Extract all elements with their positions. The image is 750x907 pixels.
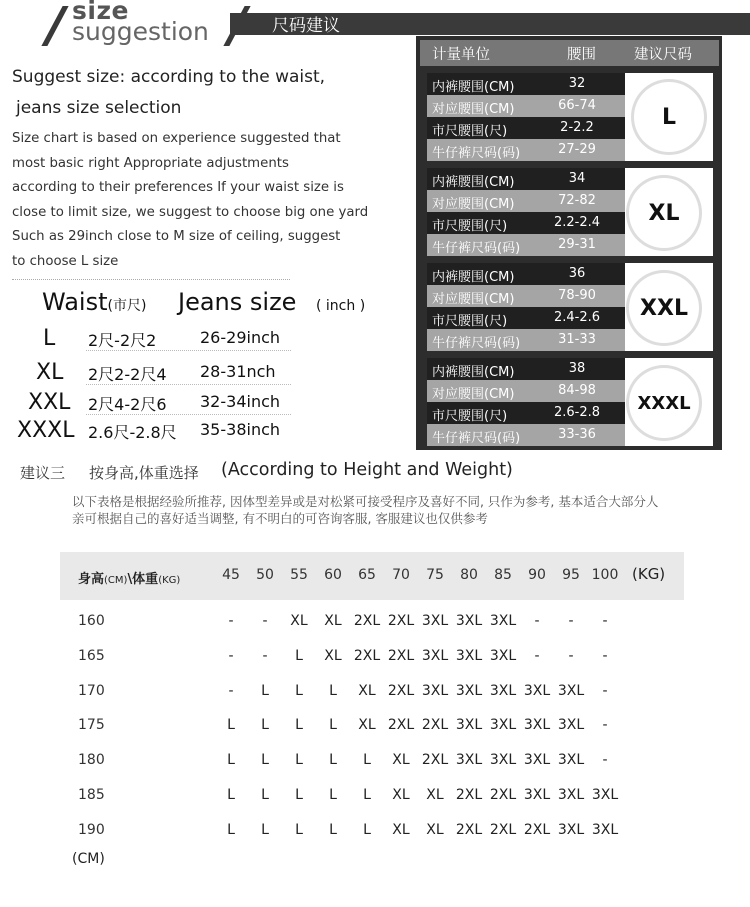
- size-cell: 3XL: [421, 683, 449, 699]
- chart-row-value: 31-33: [558, 332, 596, 347]
- chart-row-label: 牛仔裤尺码(码): [432, 146, 521, 161]
- chart-row-value: 78-90: [558, 288, 596, 303]
- chart-row: [427, 234, 625, 256]
- chart-row-label: 对应腰围(CM): [432, 197, 515, 212]
- waist-row-jeans: 28-31nch: [200, 362, 276, 381]
- waist-row-waist: 2尺2-2尺4: [88, 365, 167, 384]
- waist-row-size: XXL: [28, 390, 71, 415]
- height-label: 170: [78, 683, 105, 699]
- size-cell: -: [228, 613, 234, 629]
- chart-row: [427, 95, 625, 117]
- suggestion3-title-en: (According to Height and Weight): [221, 460, 513, 480]
- size-cell: -: [568, 648, 574, 664]
- waist-label: Waist(市尺): [42, 288, 147, 316]
- weight-header: 55: [290, 567, 308, 583]
- size-cell: 2XL: [353, 648, 381, 664]
- size-cell: -: [568, 613, 574, 629]
- height-label: 190: [78, 822, 105, 838]
- size-cell: 3XL: [557, 787, 585, 803]
- suggestion3-title-cn: 按身高,体重选择: [89, 464, 199, 482]
- chart-row-label: 对应腰围(CM): [432, 387, 515, 402]
- size-cell: XL: [392, 787, 410, 803]
- size-cell: 2XL: [421, 717, 449, 733]
- size-cell: -: [602, 752, 608, 768]
- size-cell: L: [295, 787, 303, 803]
- row-divider: [86, 414, 291, 415]
- size-cell: -: [262, 613, 268, 629]
- size-group-l: [427, 73, 713, 161]
- size-cell: 3XL: [489, 683, 517, 699]
- intro-body: [12, 127, 368, 275]
- size-badge: XXXL: [629, 368, 699, 438]
- chart-row-label: 内裤腰围(CM): [432, 175, 515, 190]
- waist-unit: (市尺): [107, 298, 147, 314]
- size-cell: 3XL: [421, 613, 449, 629]
- chart-row-value: 32: [568, 76, 586, 91]
- size-cell: L: [227, 822, 235, 838]
- size-cell: L: [295, 648, 303, 664]
- size-cell: XL: [358, 717, 376, 733]
- jeans-unit: ( inch ): [316, 298, 366, 314]
- size-cell: -: [602, 613, 608, 629]
- row-divider: [86, 350, 291, 351]
- size-cell: L: [227, 752, 235, 768]
- size-cell: 3XL: [455, 717, 483, 733]
- size-badge: L: [634, 82, 704, 152]
- size-cell: 2XL: [387, 613, 415, 629]
- chart-row: [427, 380, 625, 402]
- waist-row-waist: 2.6尺-2.8尺: [88, 423, 177, 442]
- chart-row-label: 内裤腰围(CM): [432, 270, 515, 285]
- chart-row-label: 对应腰围(CM): [432, 102, 515, 117]
- height-label: 180: [78, 752, 105, 768]
- chart-row-value: 33-36: [558, 427, 596, 442]
- chart-row-value: 66-74: [558, 98, 596, 113]
- size-cell: 3XL: [489, 717, 517, 733]
- size-cell: -: [534, 648, 540, 664]
- suggestion3-note: 以下表格是根据经验所推荐, 因体型差异或是对松紧可接受程序及喜好不同, 只作为参考, 基本适合大部分人: [72, 494, 659, 509]
- chart-row-label: 牛仔裤尺码(码): [432, 431, 521, 446]
- size-cell: 2XL: [353, 613, 381, 629]
- size-group-xxl: [427, 263, 713, 351]
- chart-row: [427, 307, 625, 329]
- intro-body-line: close to limit size, we suggest to choose big one yard: [12, 204, 369, 220]
- size-group-xl: [427, 168, 713, 256]
- size-cell: 2XL: [489, 822, 517, 838]
- chart-row-value: 2.6-2.8: [553, 405, 601, 420]
- chart-header-waist: 腰围: [567, 47, 596, 63]
- suggestion3-note: 亲可根据自己的喜好适当调整, 有不明白的可咨询客服, 客服建议也仅供参考: [72, 511, 488, 526]
- chart-row-value: 38: [568, 361, 586, 376]
- waist-row-waist: 2尺-2尺2: [88, 331, 157, 350]
- size-cell: 3XL: [557, 752, 585, 768]
- size-cell: 3XL: [421, 648, 449, 664]
- size-cell: L: [329, 752, 337, 768]
- size-cell: L: [261, 787, 269, 803]
- size-cell: L: [329, 717, 337, 733]
- weight-header: 95: [562, 567, 580, 583]
- weight-header: 100: [591, 567, 619, 583]
- height-label: 185: [78, 787, 105, 803]
- size-cell: 3XL: [455, 752, 483, 768]
- chart-row-value: 72-82: [558, 193, 596, 208]
- size-cell: -: [228, 648, 234, 664]
- size-cell: 3XL: [557, 717, 585, 733]
- size-cell: 3XL: [489, 648, 517, 664]
- chart-row: [427, 285, 625, 307]
- chart-row-label: 对应腰围(CM): [432, 292, 515, 307]
- chart-row: [427, 117, 625, 139]
- chart-row-value: 2.2-2.4: [553, 215, 601, 230]
- weight-header: 90: [528, 567, 546, 583]
- chart-row-value: 2-2.2: [560, 120, 594, 135]
- size-cell: 3XL: [455, 648, 483, 664]
- chart-row: [427, 329, 625, 351]
- intro-body-line: most basic right Appropriate adjustments: [12, 155, 289, 171]
- weight-header: 50: [256, 567, 274, 583]
- size-cell: 2XL: [387, 648, 415, 664]
- size-cell: L: [227, 787, 235, 803]
- jeans-size-label: Jeans size: [178, 288, 297, 316]
- size-cell: XL: [324, 648, 342, 664]
- size-cell: -: [262, 648, 268, 664]
- size-cell: 3XL: [489, 613, 517, 629]
- weight-header: 80: [460, 567, 478, 583]
- size-cell: L: [227, 717, 235, 733]
- size-cell: L: [295, 717, 303, 733]
- chart-row-label: 牛仔裤尺码(码): [432, 241, 521, 256]
- chart-row: [427, 263, 625, 285]
- chart-row-label: 市尺腰围(尺): [432, 409, 508, 424]
- chart-row-value: 84-98: [558, 383, 596, 398]
- size-cell: XL: [426, 787, 444, 803]
- suggestion3-label: 建议三: [20, 464, 66, 482]
- kg-unit: (KG): [632, 565, 666, 583]
- height-label: 165: [78, 648, 105, 664]
- divider: [12, 279, 290, 280]
- chart-header-unit: 计量单位: [432, 47, 490, 63]
- size-cell: L: [261, 822, 269, 838]
- chart-row-label: 内裤腰围(CM): [432, 365, 515, 380]
- chart-row: [427, 190, 625, 212]
- size-cell: XL: [358, 683, 376, 699]
- chart-row: [427, 212, 625, 234]
- size-cell: 2XL: [489, 787, 517, 803]
- waist-row-jeans: 26-29inch: [200, 328, 281, 347]
- size-cell: 2XL: [455, 822, 483, 838]
- intro-body-line: according to their preferences If your waist size is: [12, 180, 344, 196]
- size-cell: 2XL: [387, 683, 415, 699]
- size-cell: 2XL: [387, 717, 415, 733]
- chart-row: [427, 358, 625, 380]
- intro-line-2: jeans size selection: [16, 98, 182, 118]
- chart-row-label: 牛仔裤尺码(码): [432, 336, 521, 351]
- chart-row-value: 29-31: [558, 237, 596, 252]
- chart-row-label: 市尺腰围(尺): [432, 124, 508, 139]
- height-label: 175: [78, 717, 105, 733]
- size-cell: XL: [426, 822, 444, 838]
- size-cell: 3XL: [557, 683, 585, 699]
- chart-row: [427, 73, 625, 95]
- size-cell: L: [295, 752, 303, 768]
- chart-row: [427, 168, 625, 190]
- size-cell: -: [602, 683, 608, 699]
- chart-header-size: 建议尺码: [634, 47, 692, 63]
- size-cell: XL: [392, 752, 410, 768]
- size-badge: XL: [629, 178, 699, 248]
- size-cell: -: [228, 683, 234, 699]
- chart-row-label: 市尺腰围(尺): [432, 219, 508, 234]
- size-cell: -: [602, 648, 608, 664]
- chart-row: [427, 402, 625, 424]
- weight-header: 70: [392, 567, 410, 583]
- size-cell: XL: [392, 822, 410, 838]
- size-cell: 3XL: [455, 613, 483, 629]
- cm-unit: (CM): [72, 851, 105, 867]
- waist-row-waist: 2尺4-2尺6: [88, 395, 167, 414]
- size-cell: 3XL: [523, 752, 551, 768]
- size-cell: XL: [324, 613, 342, 629]
- header-size-word: size: [72, 0, 129, 25]
- size-cell: L: [261, 683, 269, 699]
- size-cell: 2XL: [455, 787, 483, 803]
- size-cell: L: [363, 752, 371, 768]
- height-label: 160: [78, 613, 105, 629]
- size-cell: L: [329, 822, 337, 838]
- weight-header: 75: [426, 567, 444, 583]
- size-cell: L: [261, 752, 269, 768]
- size-cell: 2XL: [523, 822, 551, 838]
- size-cell: L: [329, 787, 337, 803]
- size-cell: 3XL: [591, 787, 619, 803]
- chart-row-value: 2.4-2.6: [553, 310, 601, 325]
- waist-row-size: L: [43, 326, 56, 351]
- size-cell: L: [363, 787, 371, 803]
- weight-header: 85: [494, 567, 512, 583]
- waist-row-jeans: 35-38inch: [200, 420, 281, 439]
- waist-row-size: XL: [36, 360, 64, 385]
- weight-header: 45: [222, 567, 240, 583]
- size-cell: 3XL: [591, 822, 619, 838]
- chart-row-value: 34: [568, 171, 586, 186]
- intro-body-line: Size chart is based on experience suggested that: [12, 131, 341, 146]
- size-cell: XL: [290, 613, 308, 629]
- chart-row: [427, 139, 625, 161]
- hw-corner-label: 身高(CM)\体重(KG): [78, 572, 181, 587]
- size-cell: L: [329, 683, 337, 699]
- size-cell: 3XL: [557, 822, 585, 838]
- size-cell: 3XL: [455, 683, 483, 699]
- size-cell: 3XL: [523, 787, 551, 803]
- size-cell: 3XL: [523, 683, 551, 699]
- header-suggestion-word: suggestion: [72, 17, 209, 46]
- size-cell: L: [261, 717, 269, 733]
- chart-row-value: 27-29: [558, 142, 596, 157]
- size-group-xxxl: [427, 358, 713, 446]
- size-cell: L: [295, 822, 303, 838]
- chart-row-label: 市尺腰围(尺): [432, 314, 508, 329]
- weight-header: 60: [324, 567, 342, 583]
- chart-row-value: 36: [568, 266, 586, 281]
- size-badge: XXL: [629, 273, 699, 343]
- chart-row: [427, 424, 625, 446]
- waist-row-jeans: 32-34inch: [200, 392, 281, 411]
- size-cell: -: [534, 613, 540, 629]
- intro-body-line: Such as 29inch close to M size of ceiling, suggest: [12, 229, 341, 245]
- size-cell: L: [295, 683, 303, 699]
- size-cell: L: [363, 822, 371, 838]
- waist-row-size: XXXL: [17, 418, 75, 443]
- row-divider: [86, 384, 291, 385]
- intro-line-1: Suggest size: according to the waist,: [12, 67, 326, 87]
- intro-body-line: to choose L size: [12, 253, 119, 269]
- header-chinese-title: 尺码建议: [272, 16, 340, 36]
- size-cell: 3XL: [489, 752, 517, 768]
- weight-header: 65: [358, 567, 376, 583]
- size-cell: 3XL: [523, 717, 551, 733]
- chart-row-label: 内裤腰围(CM): [432, 80, 515, 95]
- size-cell: 2XL: [421, 752, 449, 768]
- size-cell: -: [602, 717, 608, 733]
